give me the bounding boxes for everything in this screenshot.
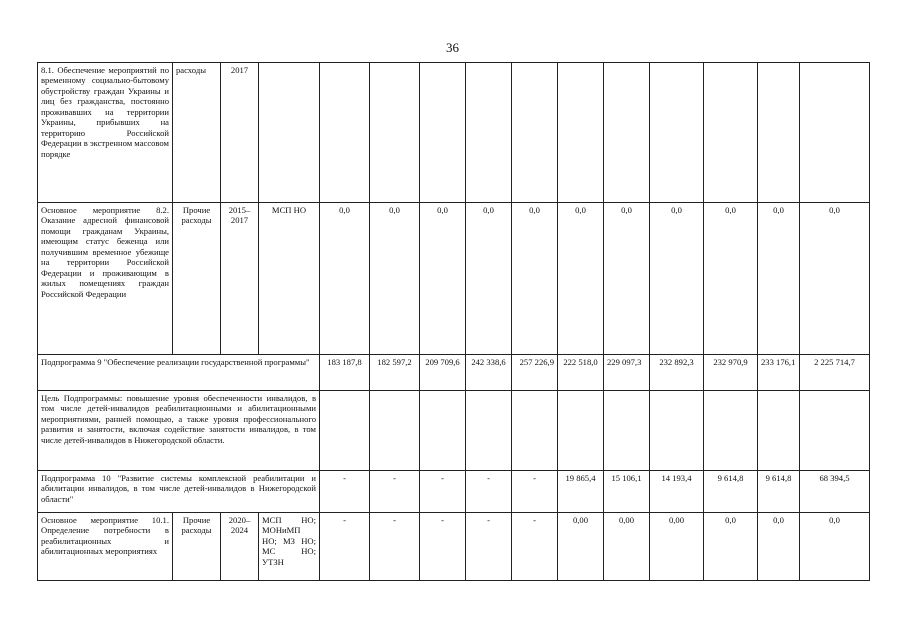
value-cell: 0,0 [558,203,604,355]
value-cell [320,63,370,203]
value-cell [604,63,650,203]
empty-cell [466,391,512,471]
value-cell: 0,0 [604,203,650,355]
value-cell: - [420,471,466,513]
value-cell [758,63,800,203]
value-cell [512,63,558,203]
table-row [38,355,870,391]
value-cell [420,63,466,203]
value-cell: 68 394,5 [800,471,870,513]
value-cell: 9 614,8 [704,471,758,513]
value-cell: 19 865,4 [558,471,604,513]
value-cell: 0,00 [604,513,650,581]
table-row [38,513,870,581]
value-cell: 0,0 [420,203,466,355]
value-cell: 0,0 [466,203,512,355]
subprogram-title-cell: Подпрограмма 10 "Развитие системы комплексной реабилитации и абилитации инвалидов, в том числе детей-инвалидов в Нижегородской области" [38,471,320,513]
value-cell: 0,0 [650,203,704,355]
value-cell: 182 597,2 [370,355,420,391]
value-cell: - [370,471,420,513]
budget-table [37,62,870,581]
value-cell: 0,0 [320,203,370,355]
value-cell: 2 225 714,7 [800,355,870,391]
table-row [38,63,870,203]
value-cell: 209 709,6 [420,355,466,391]
value-cell: - [466,471,512,513]
value-cell: 257 226,9 [512,355,558,391]
value-cell [704,63,758,203]
value-cell: 232 970,9 [704,355,758,391]
value-cell [558,63,604,203]
empty-cell [370,391,420,471]
empty-cell [758,391,800,471]
measure-name-cell: 8.1. Обеспечение мероприятий по временному социально-бытовому обустройству граждан Украины и лиц без гражданства, постоянно проживавших на территории Украины, прибывших на территорию Российской Федерации в экстренном массовом порядке [38,63,173,203]
table-row [38,471,870,513]
goal-text-cell: Цель Подпрограммы: повышение уровня обеспеченности инвалидов, в том числе детей-инвалидов реабилитационными и абилитационными мероприятиями, ранней помощью, а также уровня профессионального развития и занятости, включая содействие занятости инвалидов, в том числе детей-инвалидов в Нижегородской области. [38,391,320,471]
value-cell: 0,0 [800,513,870,581]
empty-cell [558,391,604,471]
table-row [38,203,870,355]
value-cell: 0,0 [704,513,758,581]
value-cell: - [512,471,558,513]
executor-cell: МСП НО; МОНиМП НО; МЗ НО; МС НО; УТЗН [259,513,320,581]
measure-name-cell: Основное мероприятие 10.1. Определение потребности в реабилитационных и абилитационных мероприятиях [38,513,173,581]
executor-cell [259,63,320,203]
value-cell: 0,0 [704,203,758,355]
empty-cell [704,391,758,471]
source-cell: Прочие расходы [173,513,221,581]
executor-cell: МСП НО [259,203,320,355]
value-cell: 0,00 [558,513,604,581]
value-cell: 0,0 [370,203,420,355]
measure-name-cell: Основное мероприятие 8.2. Оказание адресной финансовой помощи гражданам Украины, имеющим статус беженца или получившим временное убежище на территории Российской Федерации и проживающим в жилых помещениях граждан Российской Федерации [38,203,173,355]
value-cell [370,63,420,203]
value-cell: 15 106,1 [604,471,650,513]
value-cell: 242 338,6 [466,355,512,391]
value-cell: 0,0 [758,203,800,355]
page-number: 36 [446,40,459,55]
value-cell: 232 892,3 [650,355,704,391]
value-cell: - [320,513,370,581]
value-cell: 0,0 [512,203,558,355]
value-cell: 222 518,0 [558,355,604,391]
value-cell: 229 097,3 [604,355,650,391]
empty-cell [650,391,704,471]
empty-cell [512,391,558,471]
value-cell: - [420,513,466,581]
value-cell: 14 193,4 [650,471,704,513]
empty-cell [320,391,370,471]
value-cell: 9 614,8 [758,471,800,513]
value-cell: 233 176,1 [758,355,800,391]
value-cell: 183 187,8 [320,355,370,391]
value-cell: - [512,513,558,581]
empty-cell [800,391,870,471]
period-cell: 2017 [221,63,259,203]
value-cell: - [320,471,370,513]
value-cell: - [466,513,512,581]
table-row [38,391,870,471]
subprogram-title-cell: Подпрограмма 9 "Обеспечение реализации государственной программы" [38,355,320,391]
source-cell: расходы [173,63,221,203]
value-cell: 0,0 [800,203,870,355]
value-cell: - [370,513,420,581]
period-cell: 2020–2024 [221,513,259,581]
value-cell [800,63,870,203]
period-cell: 2015–2017 [221,203,259,355]
empty-cell [604,391,650,471]
value-cell: 0,0 [758,513,800,581]
value-cell [466,63,512,203]
value-cell: 0,00 [650,513,704,581]
empty-cell [420,391,466,471]
source-cell: Прочие расходы [173,203,221,355]
value-cell [650,63,704,203]
